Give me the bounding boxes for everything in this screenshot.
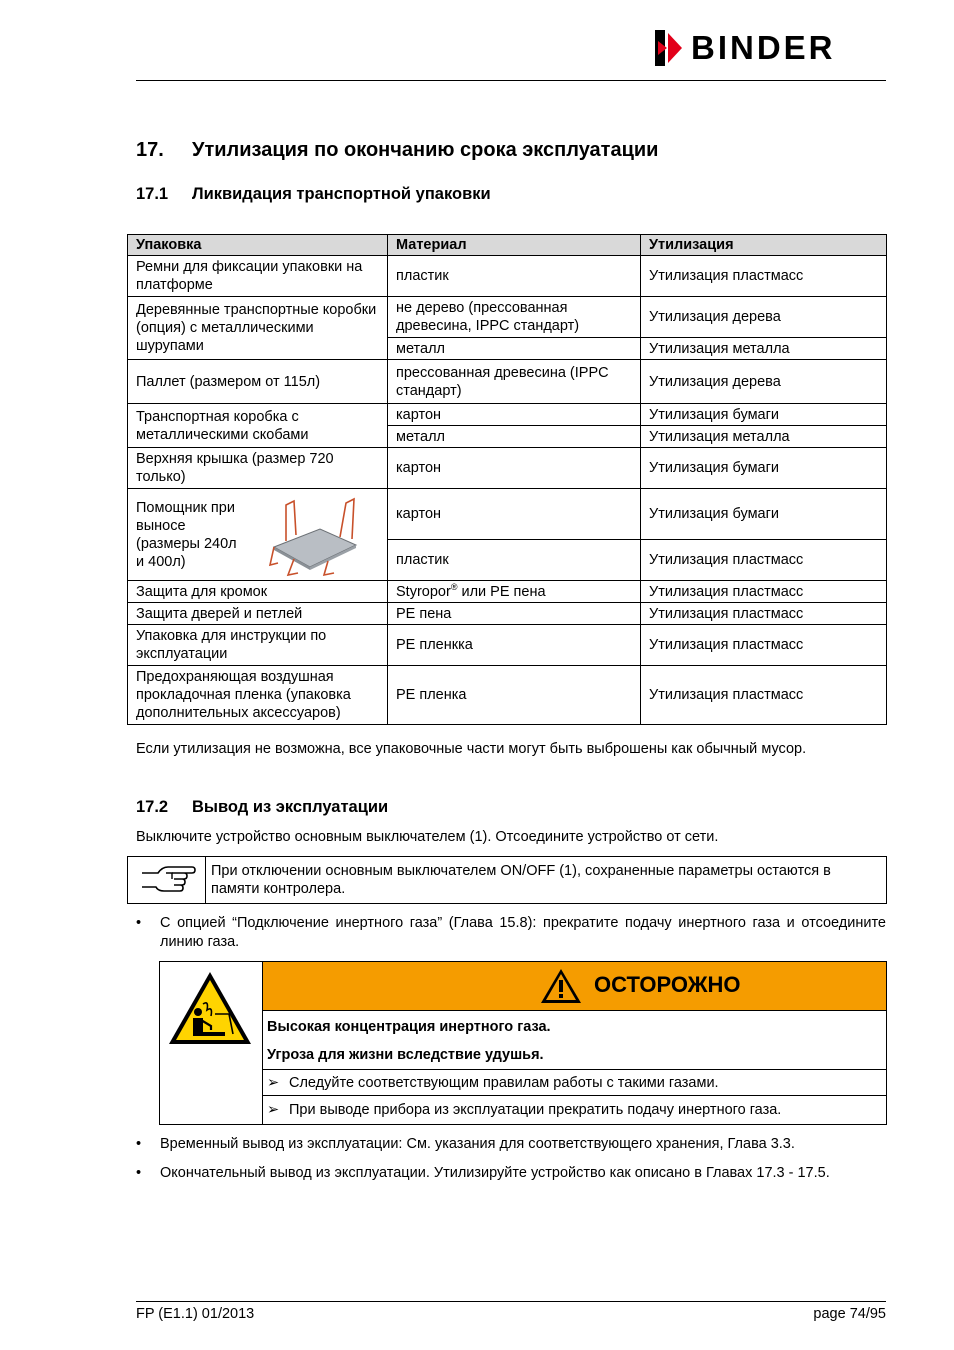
table-cell: Деревянные транспортные коробки (опция) с металлическими шурупами xyxy=(128,297,388,360)
carrying-aid-image xyxy=(264,495,366,577)
table-row xyxy=(128,489,887,540)
warning-item-text: При выводе прибора из эксплуатации прекратить подачу инертного газа. xyxy=(289,1102,782,1118)
table-cell: Защита для кромок xyxy=(128,581,388,603)
table-cell: Верхняя крышка (размер 720 только) xyxy=(128,448,388,489)
registered-mark: ® xyxy=(450,581,458,592)
warning-box xyxy=(159,961,887,1125)
table-cell: Защита дверей и петлей xyxy=(128,603,388,625)
bullet-item xyxy=(136,914,886,952)
table-cell: картон xyxy=(388,448,641,489)
header-divider xyxy=(136,80,886,81)
footer-page-number: page 74/95 xyxy=(813,1306,886,1322)
warning-divider xyxy=(263,1069,886,1070)
table-cell: Утилизация бумаги xyxy=(641,448,887,489)
binder-logo xyxy=(655,30,887,66)
table-cell: Утилизация пластмасс xyxy=(641,625,887,666)
pointing-hand-icon xyxy=(138,863,196,897)
warning-divider xyxy=(263,1095,886,1096)
arrow-bullet: ➢ xyxy=(267,1102,280,1118)
column-header: Материал xyxy=(388,235,641,256)
table-row xyxy=(128,360,887,404)
bullet-item xyxy=(136,1164,886,1202)
section-title: Утилизация по окончанию срока эксплуатации xyxy=(192,139,659,161)
note-icon-cell xyxy=(128,857,206,903)
table-cell: Предохраняющая воздушная прокладочная пленка (упаковка дополнительных аксессуаров) xyxy=(128,666,388,725)
bullet-text: С опцией “Подключение инертного газа” (Глава 15.8): прекратите подачу инертного газа и отсоедините линию газа. xyxy=(160,915,886,950)
bullet-marker: • xyxy=(136,915,142,931)
table-cell: Утилизация дерева xyxy=(641,297,887,338)
table-cell: PE пена xyxy=(388,603,641,625)
table-header-row xyxy=(128,235,887,256)
arrow-bullet: ➢ xyxy=(267,1075,280,1091)
table-cell: Паллет (размером от 115л) xyxy=(128,360,388,404)
table-row xyxy=(128,256,887,297)
table-row xyxy=(128,666,887,725)
warning-title: ОСТОРОЖНО xyxy=(594,972,741,997)
table-row xyxy=(128,448,887,489)
table-cell: Утилизация пластмасс xyxy=(641,540,887,581)
bullet-text: Окончательный вывод из эксплуатации. Утилизируйте устройство как описано в Главах 17.3 - 17.5. xyxy=(160,1165,830,1181)
material-text: Styropor xyxy=(396,583,451,600)
table-row xyxy=(128,603,887,625)
section-number: 17. xyxy=(136,139,164,161)
disposal-note: Если утилизация не возможна, все упаковочные части могут быть выброшены как обычный мусор. xyxy=(136,741,807,757)
warning-line: Высокая концентрация инертного газа. xyxy=(267,1019,551,1035)
table-cell: Утилизация пластмасс xyxy=(641,603,887,625)
bullet-marker: • xyxy=(136,1165,142,1181)
table-row xyxy=(128,297,887,338)
subsection-number: 17.1 xyxy=(136,185,169,203)
table-cell: Транспортная коробка с металлическими скобами xyxy=(128,404,388,448)
table-cell: Утилизация бумаги xyxy=(641,404,887,426)
binder-logo-icon xyxy=(655,30,689,66)
bullet-text: Временный вывод из эксплуатации: См. указания для соответствующего хранения, Глава 3.3. xyxy=(160,1136,795,1152)
footer-divider xyxy=(136,1301,886,1302)
section-heading xyxy=(136,139,658,162)
warning-line: Угроза для жизни вследствие удушья. xyxy=(267,1047,544,1063)
subsection-heading-17-2 xyxy=(136,798,388,817)
table-cell: Утилизация металла xyxy=(641,338,887,360)
table-cell: Утилизация пластмасс xyxy=(641,256,887,297)
table-cell: Утилизация металла xyxy=(641,426,887,448)
column-header: Упаковка xyxy=(128,235,388,256)
footer-doc-id: FP (E1.1) 01/2013 xyxy=(136,1306,255,1322)
bullet-item xyxy=(136,1135,886,1155)
table-cell xyxy=(388,581,641,603)
column-header: Утилизация xyxy=(641,235,887,256)
table-cell: Утилизация пластмасс xyxy=(641,581,887,603)
intro-text: Выключите устройство основным выключателем (1). Отсоедините устройство от сети. xyxy=(136,829,719,845)
table-cell: не дерево (прессованная древесина, IPPC стандарт) xyxy=(388,297,641,338)
table-cell: картон xyxy=(388,404,641,426)
suffocation-warning-icon xyxy=(167,970,253,1046)
table-cell: металл xyxy=(388,426,641,448)
table-cell: картон xyxy=(388,489,641,540)
note-text: При отключении основным выключателем ON/OFF (1), сохраненные параметры остаются в памяти контролера. xyxy=(211,863,831,897)
subsection-title: Вывод из эксплуатации xyxy=(192,798,389,816)
subsection-title: Ликвидация транспортной упаковки xyxy=(192,185,491,203)
carrying-aid-label: Помощник при выносе (размеры 240л и 400л) xyxy=(136,499,237,570)
bullet-marker: • xyxy=(136,1136,142,1152)
table-cell: пластик xyxy=(388,256,641,297)
table-cell: PE пленка xyxy=(388,666,641,725)
subsection-heading-17-1 xyxy=(136,185,491,204)
table-cell xyxy=(128,489,388,581)
table-cell: PE пленкка xyxy=(388,625,641,666)
table-cell: Утилизация дерева xyxy=(641,360,887,404)
warning-icon-cell xyxy=(160,962,263,1124)
note-box xyxy=(127,856,887,904)
warning-item xyxy=(267,1074,877,1092)
brand-name: BINDER xyxy=(691,29,836,66)
table-row xyxy=(128,581,887,603)
table-row xyxy=(128,625,887,666)
warning-item-text: Следуйте соответствующим правилам работы с такими газами. xyxy=(289,1075,719,1091)
material-text: или PE пена xyxy=(457,583,546,600)
table-cell: пластик xyxy=(388,540,641,581)
warning-item xyxy=(267,1101,877,1119)
table-cell: Утилизация бумаги xyxy=(641,489,887,540)
warning-header xyxy=(263,962,886,1011)
subsection-number: 17.2 xyxy=(136,798,169,816)
table-cell: прессованная древесина (IPPC стандарт) xyxy=(388,360,641,404)
table-cell: Ремни для фиксации упаковки на платформе xyxy=(128,256,388,297)
packaging-table xyxy=(127,234,887,725)
table-row xyxy=(128,404,887,426)
exclamation-triangle-icon xyxy=(539,967,583,1005)
table-cell: Утилизация пластмасс xyxy=(641,666,887,725)
table-cell: металл xyxy=(388,338,641,360)
table-cell: Упаковка для инструкции по эксплуатации xyxy=(128,625,388,666)
